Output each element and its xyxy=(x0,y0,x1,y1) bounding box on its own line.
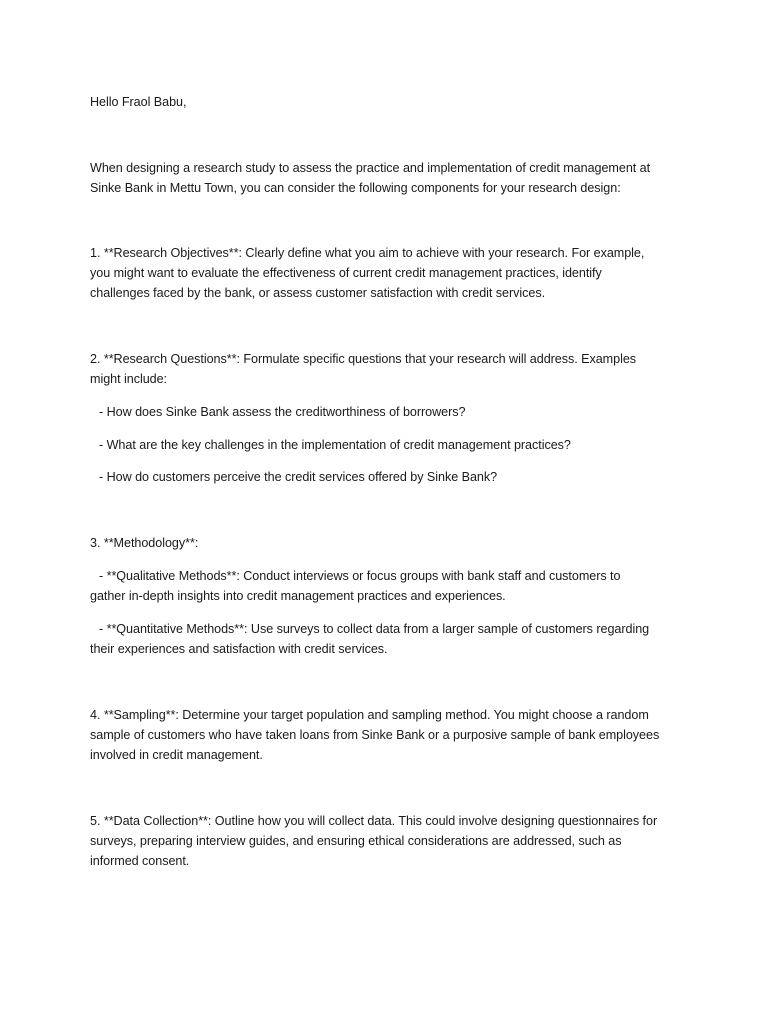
paragraph-line: might include: xyxy=(90,372,168,386)
greeting: Hello Fraol Babu, xyxy=(90,95,187,109)
paragraph-line: 4. **Sampling**: Determine your target population and sampling method. You might choose a random xyxy=(90,708,649,722)
paragraph-line: informed consent. xyxy=(90,854,190,868)
paragraph-line: - **Quantitative Methods**: Use surveys to collect data from a larger sample of customers regarding xyxy=(99,622,650,636)
paragraph-line: 2. **Research Questions**: Formulate specific questions that your research will address. Examples xyxy=(90,352,637,366)
paragraph-line: Sinke Bank in Mettu Town, you can consider the following components for your research design: xyxy=(90,181,621,195)
list-item: - What are the key challenges in the implementation of credit management practices? xyxy=(99,438,571,452)
paragraph-line: you might want to evaluate the effectiveness of current credit management practices, identify xyxy=(90,266,602,280)
paragraph-line: - **Qualitative Methods**: Conduct interviews or focus groups with bank staff and customers to xyxy=(99,569,621,583)
paragraph-line: When designing a research study to assess the practice and implementation of credit management at xyxy=(90,161,651,175)
paragraph-line: 5. **Data Collection**: Outline how you will collect data. This could involve designing questionnaires for xyxy=(90,814,658,828)
list-item: - How do customers perceive the credit services offered by Sinke Bank? xyxy=(99,470,498,484)
paragraph-line: challenges faced by the bank, or assess customer satisfaction with credit services. xyxy=(90,286,546,300)
paragraph-line: sample of customers who have taken loans from Sinke Bank or a purposive sample of bank employees xyxy=(90,728,660,742)
paragraph-line: their experiences and satisfaction with credit services. xyxy=(90,642,388,656)
paragraph-line: involved in credit management. xyxy=(90,748,263,762)
paragraph-line: gather in-depth insights into credit management practices and experiences. xyxy=(90,589,506,603)
paragraph-line: 1. **Research Objectives**: Clearly define what you aim to achieve with your research. For example, xyxy=(90,246,645,260)
paragraph-line: surveys, preparing interview guides, and ensuring ethical considerations are addressed, such as xyxy=(90,834,622,848)
list-item: - How does Sinke Bank assess the creditworthiness of borrowers? xyxy=(99,405,466,419)
methodology-heading: 3. **Methodology**: xyxy=(90,536,199,550)
